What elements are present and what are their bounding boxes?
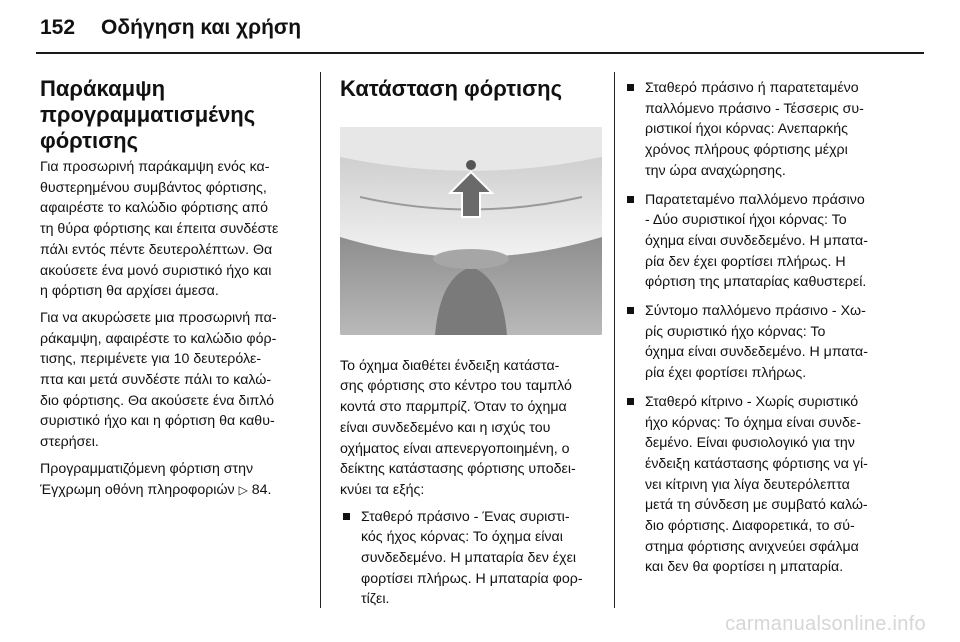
column-3 — [624, 78, 916, 586]
text-line: οχήματος είναι απενεργοποιημένη, ο — [340, 440, 570, 457]
watermark: carmanualsonline.info — [725, 613, 926, 635]
heading-line: Παράκαμψη — [40, 76, 166, 101]
text-line: ήχο κόρνας: Το όχημα είναι συνδε- — [645, 414, 861, 431]
text-line: Σταθερό πράσινο - Ένας συριστι- — [361, 508, 570, 525]
text-line: ρία δεν έχει φορτίσει πλήρως. Η — [645, 253, 846, 270]
page-number: 152 — [40, 16, 76, 39]
page-header: Οδήγηση και χρήση — [101, 16, 302, 39]
heading-line: προγραμματισμένης — [40, 102, 256, 127]
text-line: Σύντομο παλλόμενο πράσινο - Χω- — [645, 303, 866, 320]
paragraph-reference — [40, 459, 302, 500]
paragraph-cancel — [40, 308, 302, 453]
status-bullet-item — [624, 78, 916, 182]
text-line: στερήσει. — [40, 434, 99, 451]
text-line: διο φόρτισης. Διαφορετικά, το σύ- — [645, 518, 855, 535]
text-line: αφαιρέστε το καλώδιο φόρτισης από — [40, 200, 268, 217]
status-bullet-item — [340, 507, 606, 611]
text-line: πάλι εντός πέντε δευτερολέπτων. Θα — [40, 241, 273, 258]
text-line: ρία έχει φορτίσει πλήρως. — [645, 365, 807, 382]
text-line: Σταθερό κίτρινο - Χωρίς συριστικό — [645, 393, 859, 410]
text-line: όχημα είναι συνδεδεμένο. Η μπατα- — [645, 232, 868, 249]
text-line: ακούσετε ένα μονό συριστικό ήχο και — [40, 262, 272, 279]
text-line: Παρατεταμένο παλλόμενο πράσινο — [645, 191, 865, 208]
text-line: στημα φόρτισης ανιχνεύει σφάλμα — [645, 538, 859, 555]
text-line: ένδειξη κατάστασης φόρτισης να γί- — [645, 455, 868, 472]
text-line: όχημα είναι συνδεδεμένο. Η μπατα- — [645, 344, 868, 361]
reference-text: Έγχρωμη οθόνη πληροφοριών — [40, 481, 235, 498]
text-line: ράκαμψη, αφαιρέστε το καλώδιο φόρ- — [40, 330, 277, 347]
text-line: Το όχημα διαθέτει ένδειξη κατάστα- — [340, 357, 560, 374]
text-line: δεμένο. Είναι φυσιολογικό για την — [645, 435, 855, 452]
text-line: φορτίσει πλήρως. Η μπαταρία φορ- — [361, 570, 583, 587]
text-line: Σταθερό πράσινο ή παρατεταμένο — [645, 80, 859, 96]
text-line — [40, 480, 302, 501]
text-line: κοντά στο παρμπρίζ. Όταν το όχημα — [340, 399, 567, 416]
text-line: ρίς συριστικό ήχο κόρνας: Το — [645, 323, 826, 340]
text-line: Για να ακυρώσετε μια προσωρινή πα- — [40, 309, 277, 326]
text-line: διο φόρτισης. Θα ακούσετε ένα διπλό — [40, 392, 275, 409]
column-divider-1 — [320, 72, 321, 608]
column-1 — [40, 76, 302, 500]
text-line: τη θύρα φόρτισης και έπειτα συνδέστε — [40, 221, 279, 238]
page-reference-arrow-icon: ▷ — [238, 482, 248, 497]
text-line: δείκτης κατάστασης φόρτισης υποδει- — [340, 461, 576, 478]
text-line: παλλόμενο πράσινο - Τέσσερις συ- — [645, 100, 864, 117]
text-line: φόρτιση της μπαταρίας καθυστερεί. — [645, 274, 867, 291]
text-line: η φόρτιση θα αρχίσει άμεσα. — [40, 283, 219, 300]
text-line: συριστικό ήχο και η φόρτιση θα καθυ- — [40, 413, 275, 430]
header-rule — [36, 52, 924, 54]
column-divider-2 — [614, 72, 615, 608]
text-line: την ώρα αναχώρησης. — [645, 162, 786, 179]
text-line: τισης, περιμένετε για 10 δευτερόλε- — [40, 351, 262, 368]
text-line: και δεν θα φορτίσει η μπαταρία. — [645, 559, 844, 576]
text-line: χρόνος πλήρους φόρτισης μέχρι — [645, 142, 848, 159]
text-line: - Δύο συριστικοί ήχοι κόρνας: Το — [645, 212, 847, 229]
text-line: ριστικοί ήχοι κόρνας: Ανεπαρκής — [645, 121, 849, 138]
page-reference-link[interactable]: 84. — [251, 481, 272, 498]
text-line: Προγραμματιζόμενη φόρτιση στην — [40, 460, 254, 477]
status-bullet-item — [624, 301, 916, 384]
text-line: νει κίτρινη για λίγα δευτερόλεπτα — [645, 476, 850, 493]
column-2 — [340, 76, 606, 618]
dashboard-charge-indicator-image — [340, 127, 602, 335]
text-line: κός ήχος κόρνας: Το όχημα είναι — [361, 529, 563, 546]
text-line: σης φόρτισης στο κέντρο του ταμπλό — [340, 378, 572, 395]
paragraph-indicator — [340, 356, 606, 501]
section-heading-override — [40, 76, 302, 154]
status-bullet-item — [624, 392, 916, 578]
text-line: θυστερημένου συμβάντος φόρτισης, — [40, 179, 267, 196]
section-heading-charge-status: Κατάσταση φόρτισης — [340, 76, 563, 101]
text-line: τίζει. — [361, 591, 390, 608]
text-line: είναι συνδεδεμένο και η ισχύς του — [340, 419, 551, 436]
text-line: μετά τη σύνδεση με συμβατό καλώ- — [645, 497, 868, 514]
text-line: Για προσωρινή παράκαμψη ενός κα- — [40, 159, 270, 175]
status-bullet-item — [624, 190, 916, 294]
text-line: πτα και μετά συνδέστε πάλι το καλώ- — [40, 372, 272, 389]
paragraph-override — [40, 157, 302, 302]
heading-line: φόρτισης — [40, 128, 139, 153]
text-line: συνδεδεμένο. Η μπαταρία δεν έχει — [361, 550, 577, 567]
text-line: κνύει τα εξής: — [340, 481, 425, 498]
